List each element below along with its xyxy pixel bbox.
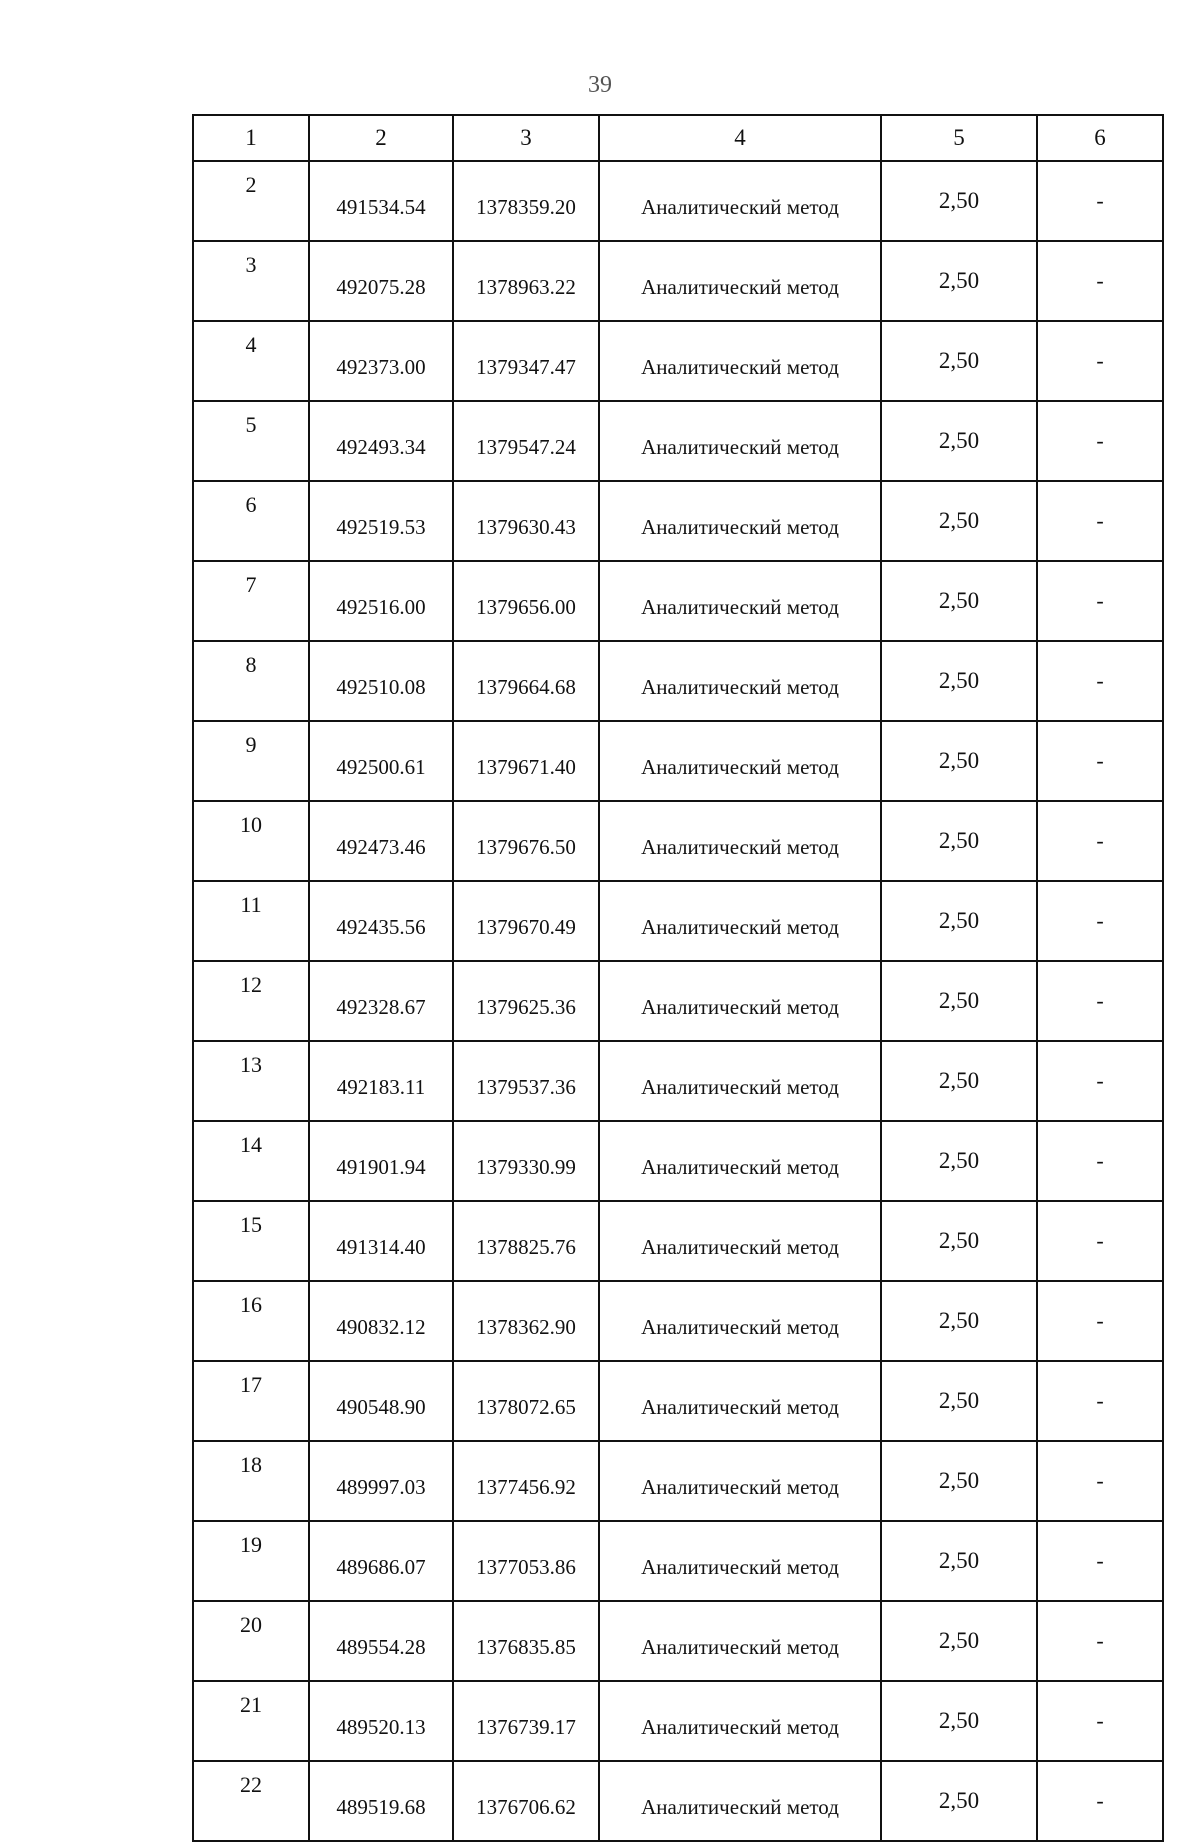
note-cell: - (1037, 1521, 1163, 1601)
point-number-cell: 15 (193, 1201, 309, 1281)
coordinate-x-cell: 492435.56 (309, 881, 453, 961)
coordinate-x-cell: 492519.53 (309, 481, 453, 561)
method-cell: Аналитический метод (599, 1601, 881, 1681)
method-cell: Аналитический метод (599, 1681, 881, 1761)
accuracy-cell: 2,50 (881, 1441, 1037, 1521)
table-row (193, 721, 1163, 801)
note-cell: - (1037, 1121, 1163, 1201)
coordinate-y-cell: 1379547.24 (453, 401, 599, 481)
column-header: 6 (1037, 115, 1163, 161)
method-cell: Аналитический метод (599, 961, 881, 1041)
method-cell: Аналитический метод (599, 1281, 881, 1361)
column-header: 3 (453, 115, 599, 161)
point-number-cell: 8 (193, 641, 309, 721)
accuracy-cell: 2,50 (881, 721, 1037, 801)
column-header: 1 (193, 115, 309, 161)
method-cell: Аналитический метод (599, 241, 881, 321)
note-cell: - (1037, 641, 1163, 721)
accuracy-cell: 2,50 (881, 881, 1037, 961)
method-cell: Аналитический метод (599, 401, 881, 481)
method-cell: Аналитический метод (599, 1201, 881, 1281)
point-number-cell: 3 (193, 241, 309, 321)
point-number-cell: 4 (193, 321, 309, 401)
point-number-cell: 22 (193, 1761, 309, 1841)
coordinate-x-cell: 492373.00 (309, 321, 453, 401)
accuracy-cell: 2,50 (881, 641, 1037, 721)
column-header: 4 (599, 115, 881, 161)
point-number-cell: 9 (193, 721, 309, 801)
method-cell: Аналитический метод (599, 1361, 881, 1441)
accuracy-cell: 2,50 (881, 241, 1037, 321)
coordinate-y-cell: 1379670.49 (453, 881, 599, 961)
method-cell: Аналитический метод (599, 881, 881, 961)
coordinate-x-cell: 492516.00 (309, 561, 453, 641)
method-cell: Аналитический метод (599, 641, 881, 721)
coordinate-y-cell: 1379347.47 (453, 321, 599, 401)
coordinate-x-cell: 489520.13 (309, 1681, 453, 1761)
note-cell: - (1037, 1041, 1163, 1121)
coordinate-y-cell: 1378825.76 (453, 1201, 599, 1281)
method-cell: Аналитический метод (599, 321, 881, 401)
table-row (193, 401, 1163, 481)
accuracy-cell: 2,50 (881, 1601, 1037, 1681)
method-cell: Аналитический метод (599, 1041, 881, 1121)
point-number-cell: 19 (193, 1521, 309, 1601)
coordinate-y-cell: 1376835.85 (453, 1601, 599, 1681)
table-row (193, 321, 1163, 401)
accuracy-cell: 2,50 (881, 321, 1037, 401)
coordinate-x-cell: 492328.67 (309, 961, 453, 1041)
point-number-cell: 16 (193, 1281, 309, 1361)
table-row (193, 1041, 1163, 1121)
table-row (193, 1201, 1163, 1281)
coordinate-y-cell: 1379656.00 (453, 561, 599, 641)
point-number-cell: 13 (193, 1041, 309, 1121)
column-header: 2 (309, 115, 453, 161)
method-cell: Аналитический метод (599, 1521, 881, 1601)
table-row (193, 641, 1163, 721)
point-number-cell: 14 (193, 1121, 309, 1201)
point-number-cell: 10 (193, 801, 309, 881)
accuracy-cell: 2,50 (881, 481, 1037, 561)
coordinate-x-cell: 492075.28 (309, 241, 453, 321)
coordinate-y-cell: 1379330.99 (453, 1121, 599, 1201)
coordinates-table (192, 114, 1164, 1842)
coordinate-x-cell: 491534.54 (309, 161, 453, 241)
coordinate-y-cell: 1377456.92 (453, 1441, 599, 1521)
note-cell: - (1037, 1201, 1163, 1281)
method-cell: Аналитический метод (599, 1121, 881, 1201)
coordinate-x-cell: 490548.90 (309, 1361, 453, 1441)
coordinate-x-cell: 489997.03 (309, 1441, 453, 1521)
coordinate-y-cell: 1376706.62 (453, 1761, 599, 1841)
accuracy-cell: 2,50 (881, 561, 1037, 641)
note-cell: - (1037, 721, 1163, 801)
accuracy-cell: 2,50 (881, 1201, 1037, 1281)
point-number-cell: 21 (193, 1681, 309, 1761)
note-cell: - (1037, 881, 1163, 961)
accuracy-cell: 2,50 (881, 1361, 1037, 1441)
point-number-cell: 7 (193, 561, 309, 641)
note-cell: - (1037, 961, 1163, 1041)
point-number-cell: 2 (193, 161, 309, 241)
note-cell: - (1037, 1681, 1163, 1761)
point-number-cell: 20 (193, 1601, 309, 1681)
table-row (193, 1681, 1163, 1761)
point-number-cell: 12 (193, 961, 309, 1041)
coordinate-y-cell: 1379537.36 (453, 1041, 599, 1121)
note-cell: - (1037, 161, 1163, 241)
coordinate-y-cell: 1379671.40 (453, 721, 599, 801)
coordinate-x-cell: 489554.28 (309, 1601, 453, 1681)
accuracy-cell: 2,50 (881, 1681, 1037, 1761)
note-cell: - (1037, 801, 1163, 881)
table-row (193, 801, 1163, 881)
table-row (193, 1601, 1163, 1681)
coordinate-y-cell: 1378963.22 (453, 241, 599, 321)
coordinate-x-cell: 489686.07 (309, 1521, 453, 1601)
coordinate-y-cell: 1379630.43 (453, 481, 599, 561)
note-cell: - (1037, 1761, 1163, 1841)
table-row (193, 561, 1163, 641)
coordinate-x-cell: 490832.12 (309, 1281, 453, 1361)
coordinate-x-cell: 492473.46 (309, 801, 453, 881)
point-number-cell: 11 (193, 881, 309, 961)
table-row (193, 161, 1163, 241)
page-number: 39 (588, 72, 612, 98)
accuracy-cell: 2,50 (881, 1521, 1037, 1601)
method-cell: Аналитический метод (599, 1441, 881, 1521)
note-cell: - (1037, 1281, 1163, 1361)
table-header-row (193, 115, 1163, 161)
method-cell: Аналитический метод (599, 801, 881, 881)
method-cell: Аналитический метод (599, 1761, 881, 1841)
point-number-cell: 6 (193, 481, 309, 561)
coordinate-y-cell: 1379664.68 (453, 641, 599, 721)
accuracy-cell: 2,50 (881, 161, 1037, 241)
accuracy-cell: 2,50 (881, 801, 1037, 881)
point-number-cell: 18 (193, 1441, 309, 1521)
accuracy-cell: 2,50 (881, 1761, 1037, 1841)
point-number-cell: 17 (193, 1361, 309, 1441)
point-number-cell: 5 (193, 401, 309, 481)
coordinate-y-cell: 1378072.65 (453, 1361, 599, 1441)
accuracy-cell: 2,50 (881, 1041, 1037, 1121)
coordinate-x-cell: 492183.11 (309, 1041, 453, 1121)
table-row (193, 881, 1163, 961)
coordinate-y-cell: 1378362.90 (453, 1281, 599, 1361)
coordinate-y-cell: 1379676.50 (453, 801, 599, 881)
note-cell: - (1037, 1601, 1163, 1681)
note-cell: - (1037, 1441, 1163, 1521)
method-cell: Аналитический метод (599, 721, 881, 801)
note-cell: - (1037, 401, 1163, 481)
note-cell: - (1037, 321, 1163, 401)
note-cell: - (1037, 481, 1163, 561)
table-row (193, 1281, 1163, 1361)
table-row (193, 241, 1163, 321)
coordinate-x-cell: 491901.94 (309, 1121, 453, 1201)
coordinate-y-cell: 1379625.36 (453, 961, 599, 1041)
coordinate-x-cell: 489519.68 (309, 1761, 453, 1841)
coordinate-x-cell: 492500.61 (309, 721, 453, 801)
coordinate-y-cell: 1376739.17 (453, 1681, 599, 1761)
accuracy-cell: 2,50 (881, 1121, 1037, 1201)
accuracy-cell: 2,50 (881, 1281, 1037, 1361)
table-row (193, 1361, 1163, 1441)
column-header: 5 (881, 115, 1037, 161)
accuracy-cell: 2,50 (881, 401, 1037, 481)
accuracy-cell: 2,50 (881, 961, 1037, 1041)
coordinate-x-cell: 491314.40 (309, 1201, 453, 1281)
coordinate-x-cell: 492510.08 (309, 641, 453, 721)
note-cell: - (1037, 561, 1163, 641)
note-cell: - (1037, 1361, 1163, 1441)
method-cell: Аналитический метод (599, 481, 881, 561)
method-cell: Аналитический метод (599, 161, 881, 241)
table-row (193, 1121, 1163, 1201)
table-row (193, 1761, 1163, 1841)
table-row (193, 1521, 1163, 1601)
table-row (193, 961, 1163, 1041)
coordinate-x-cell: 492493.34 (309, 401, 453, 481)
note-cell: - (1037, 241, 1163, 321)
coordinate-y-cell: 1377053.86 (453, 1521, 599, 1601)
coordinate-y-cell: 1378359.20 (453, 161, 599, 241)
method-cell: Аналитический метод (599, 561, 881, 641)
table-row (193, 481, 1163, 561)
table-row (193, 1441, 1163, 1521)
